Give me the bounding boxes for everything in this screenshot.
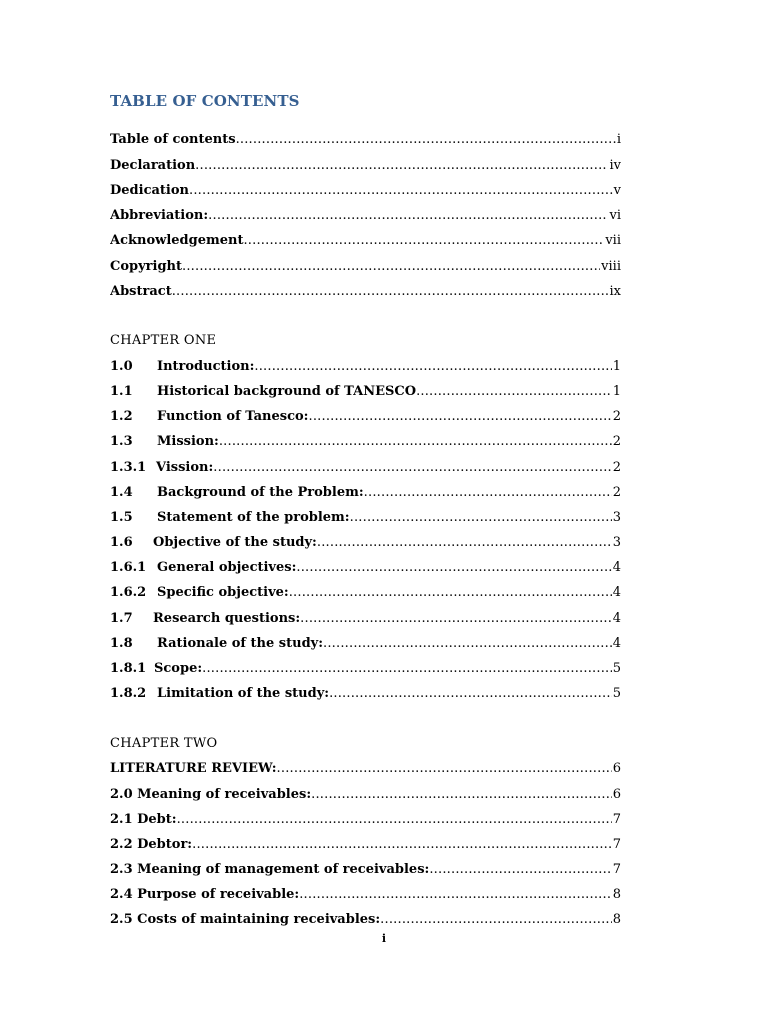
toc-entry-label: Mission: [157,434,219,449]
toc-entry-1-6-2[interactable] [110,584,621,602]
dot-leader [364,484,612,502]
toc-entry-label: Dedication [110,183,189,198]
toc-entry-page: 3 [612,510,621,525]
dot-leader [202,660,612,678]
section-number: 1.7 [110,611,133,626]
toc-entry-label: Copyright [110,259,182,274]
toc-entry-1-1[interactable] [110,383,621,401]
toc-entry-label: Vission: [156,460,214,475]
toc-entry-label: Statement of the problem: [157,510,350,525]
toc-entry-label: 2.5 Costs of maintaining receivables: [110,912,381,927]
toc-title: TABLE OF CONTENTS [110,92,300,110]
toc-entry-1-2[interactable] [110,408,621,426]
toc-entry-1-6-1[interactable] [110,559,621,577]
section-number: 1.6.2 [110,585,147,600]
toc-entry-abbreviation[interactable] [110,207,621,225]
toc-entry-2-2[interactable] [110,836,621,854]
dot-leader [219,433,612,451]
toc-entry-1-0[interactable] [110,358,621,376]
page-number: i [381,932,387,945]
toc-entry-page: 2 [612,434,621,449]
section-number: 1.5 [110,510,133,525]
toc-entry-acknowledgement[interactable] [110,232,621,250]
dot-leader [182,258,600,276]
toc-entry-label: 2.4 Purpose of receivable: [110,887,300,902]
dot-leader [317,534,612,552]
toc-entry-label: Specific objective: [157,585,289,600]
toc-entry-1-7[interactable] [110,610,621,628]
section-number: 1.8.1 [110,661,147,676]
toc-entry-page: 6 [612,787,621,802]
toc-entry-page: 2 [612,409,621,424]
toc-entry-label: 2.0 Meaning of receivables: [110,787,312,802]
toc-entry-label: 2.2 Debtor: [110,837,193,852]
toc-entry-1-8[interactable] [110,635,621,653]
toc-entry-page: i [616,132,621,147]
toc-entry-dedication[interactable] [110,182,621,200]
dot-leader [177,811,612,829]
dot-leader [299,886,612,904]
dot-leader [243,232,604,250]
toc-entry-abstract[interactable] [110,283,621,301]
toc-entry-label: Table of contents [110,132,236,147]
toc-entry-label: Acknowledgement [110,233,244,248]
toc-entry-page: 3 [612,535,621,550]
toc-entry-page: 2 [612,460,621,475]
toc-entry-page: 4 [612,636,621,651]
toc-entry-2-0[interactable] [110,786,621,804]
section-number: 1.3.1 [110,460,147,475]
dot-leader [208,207,608,225]
toc-entry-label: Abbreviation: [110,208,209,223]
toc-entry-label: Declaration [110,158,196,173]
toc-entry-page: 4 [612,611,621,626]
dot-leader [416,383,612,401]
dot-leader [172,283,609,301]
toc-entry-1-8-1[interactable] [110,660,621,678]
toc-entry-label: Rationale of the study: [157,636,324,651]
chapter-one-heading: CHAPTER ONE [110,333,217,348]
toc-entry-label: Background of the Problem: [157,485,364,500]
dot-leader [296,559,611,577]
section-number: 1.3 [110,434,133,449]
toc-entry-page: vi [609,208,621,223]
dot-leader [350,509,612,527]
toc-entry-1-8-2[interactable] [110,685,621,703]
toc-entry-declaration[interactable] [110,157,621,175]
section-number: 1.4 [110,485,133,500]
toc-entry-1-4[interactable] [110,484,621,502]
toc-entry-page: 6 [612,761,621,776]
section-number: 1.6 [110,535,133,550]
toc-entry-page: viii [601,259,621,274]
section-number: 1.1 [110,384,133,399]
toc-entry-page: 7 [612,812,621,827]
toc-entry-label: LITERATURE REVIEW: [110,761,277,776]
toc-entry-page: v [613,183,621,198]
toc-entry-label: General objectives: [157,560,297,575]
section-number: 1.2 [110,409,133,424]
toc-entry-page: 5 [612,661,621,676]
section-number: 1.0 [110,359,133,374]
toc-entry-page: ix [609,284,621,299]
dot-leader [236,131,616,149]
toc-entry-page: 7 [612,837,621,852]
toc-entry-2-4[interactable] [110,886,621,904]
dot-leader [311,786,612,804]
toc-entry-page: iv [609,158,621,173]
toc-entry-page: 8 [612,887,621,902]
toc-entry-page: 4 [612,560,621,575]
toc-entry-label: Research questions: [153,611,301,626]
toc-entry-page: 1 [612,359,621,374]
dot-leader [289,584,612,602]
toc-entry-label: Abstract [110,284,172,299]
toc-entry-page: 7 [612,862,621,877]
toc-entry-2-1[interactable] [110,811,621,829]
dot-leader [213,459,611,477]
dot-leader [329,685,612,703]
toc-entry-1-3[interactable] [110,433,621,451]
toc-entry-label: Objective of the study: [153,535,317,550]
dot-leader [323,635,612,653]
toc-entry-page: vii [605,233,621,248]
toc-entry-page: 2 [612,485,621,500]
toc-entry-label: Limitation of the study: [157,686,330,701]
toc-entry-1-3-1[interactable] [110,459,621,477]
dot-leader [308,408,611,426]
toc-entry-label: 2.3 Meaning of management of receivables: [110,862,430,877]
chapter-two-heading: CHAPTER TWO [110,736,218,751]
toc-entry-literature-review[interactable] [110,760,621,778]
toc-entry-label: Scope: [154,661,203,676]
toc-entry-label: Function of Tanesco: [157,409,309,424]
dot-leader [300,610,612,628]
toc-entry-copyright[interactable] [110,258,621,276]
dot-leader [195,157,608,175]
toc-entry-1-5[interactable] [110,509,621,527]
toc-entry-label: Historical background of TANESCO [157,384,417,399]
toc-entry-label: 2.1 Debt: [110,812,177,827]
dot-leader [254,358,611,376]
section-number: 1.8.2 [110,686,147,701]
toc-entry-page: 4 [612,585,621,600]
toc-entry-table-of-contents[interactable] [110,131,621,149]
dot-leader [192,836,612,854]
section-number: 1.8 [110,636,133,651]
toc-entry-page: 1 [612,384,621,399]
toc-entry-1-6[interactable] [110,534,621,552]
toc-entry-label: Introduction: [157,359,255,374]
toc-entry-page: 5 [612,686,621,701]
dot-leader [429,861,611,879]
dot-leader [277,760,612,778]
section-number: 1.6.1 [110,560,147,575]
toc-entry-2-3[interactable] [110,861,621,879]
toc-entry-2-5[interactable] [110,911,621,929]
dot-leader [380,911,612,929]
toc-entry-page: 8 [612,912,621,927]
dot-leader [189,182,613,200]
